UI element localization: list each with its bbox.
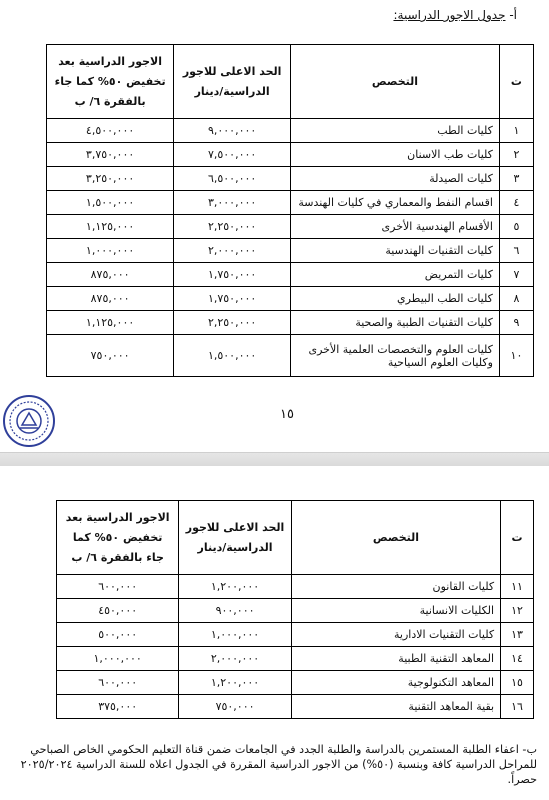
row-max-fee: ٩,٠٠٠,٠٠٠	[174, 119, 291, 143]
row-discounted-fee: ٣٧٥,٠٠٠	[57, 695, 179, 719]
row-max-fee: ٢,٠٠٠,٠٠٠	[174, 239, 291, 263]
table-row	[47, 191, 534, 215]
table-row	[47, 119, 534, 143]
row-specialization: كليات التقنيات الهندسية	[291, 239, 500, 263]
row-specialization: كليات الطب	[291, 119, 500, 143]
row-specialization: بقية المعاهد التقنية	[291, 695, 500, 719]
row-discounted-fee: ١,٠٠٠,٠٠٠	[57, 647, 179, 671]
row-discounted-fee: ٣,٧٥٠,٠٠٠	[47, 143, 174, 167]
row-number: ٥	[499, 215, 533, 239]
table-row	[57, 647, 534, 671]
row-max-fee: ١,٠٠٠,٠٠٠	[179, 623, 291, 647]
row-number: ١٢	[501, 599, 534, 623]
row-max-fee: ١,٢٠٠,٠٠٠	[179, 671, 291, 695]
table-row	[57, 599, 534, 623]
row-discounted-fee: ٤٥٠,٠٠٠	[57, 599, 179, 623]
row-number: ٩	[499, 311, 533, 335]
row-max-fee: ٩٠٠,٠٠٠	[179, 599, 291, 623]
exemption-paragraph	[7, 742, 537, 787]
row-specialization: كليات الصيدلة	[291, 167, 500, 191]
col-max: الحد الاعلى للاجور الدراسية/دينار	[179, 501, 291, 575]
row-number: ١٦	[501, 695, 534, 719]
fees-table-2	[56, 500, 534, 719]
row-number: ٧	[499, 263, 533, 287]
row-discounted-fee: ٤,٥٠٠,٠٠٠	[47, 119, 174, 143]
university-seal-icon	[2, 394, 56, 448]
row-max-fee: ١,٢٠٠,٠٠٠	[179, 575, 291, 599]
row-number: ١١	[501, 575, 534, 599]
row-max-fee: ١,٧٥٠,٠٠٠	[174, 287, 291, 311]
row-discounted-fee: ٧٥٠,٠٠٠	[47, 335, 174, 377]
col-num: ت	[499, 45, 533, 119]
table-row	[47, 215, 534, 239]
col-spec: التخصص	[291, 501, 500, 575]
paragraph-prefix: ب-	[522, 743, 537, 756]
row-number: ١	[499, 119, 533, 143]
row-max-fee: ٢,٠٠٠,٠٠٠	[179, 647, 291, 671]
row-specialization: كليات التقنيات الادارية	[291, 623, 500, 647]
row-specialization: المعاهد التقنية الطبية	[291, 647, 500, 671]
table-row	[47, 239, 534, 263]
row-discounted-fee: ٨٧٥,٠٠٠	[47, 263, 174, 287]
row-specialization: كليات طب الاسنان	[291, 143, 500, 167]
row-max-fee: ٢,٢٥٠,٠٠٠	[174, 215, 291, 239]
row-number: ١٣	[501, 623, 534, 647]
row-max-fee: ١,٥٠٠,٠٠٠	[174, 335, 291, 377]
row-specialization: كليات التمريض	[291, 263, 500, 287]
col-disc: الاجور الدراسية بعد تخفيض ٥٠% كما جاء بالفقرة ٦/ ب	[57, 501, 179, 575]
row-discounted-fee: ٦٠٠,٠٠٠	[57, 671, 179, 695]
paragraph-text: اعفاء الطلبة المستمرين بالدراسة والطلبة الجدد في الجامعات ضمن قناة التعليم الحكومي الخاص الصباحي للمراحل الدراسية كافة وبنسبة (٥٠%) من الاجور الدراسية المقررة في الجدول اعلاه للسنة الدراسية ٢٠٢٥/٢٠٢٤ حصراً.	[20, 743, 537, 786]
col-max: الحد الاعلى للاجور الدراسية/دينار	[174, 45, 291, 119]
heading-title: جدول الاجور الدراسية:	[393, 8, 506, 22]
fees-table-1	[46, 44, 534, 377]
row-discounted-fee: ١,٥٠٠,٠٠٠	[47, 191, 174, 215]
page-number: ١٥	[280, 407, 294, 422]
row-discounted-fee: ٨٧٥,٠٠٠	[47, 287, 174, 311]
row-specialization: الكليات الانسانية	[291, 599, 500, 623]
table-row	[57, 623, 534, 647]
table-row	[47, 311, 534, 335]
table-row	[47, 335, 534, 377]
row-max-fee: ٦,٥٠٠,٠٠٠	[174, 167, 291, 191]
row-number: ٦	[499, 239, 533, 263]
row-specialization: كليات القانون	[291, 575, 500, 599]
table-row	[57, 695, 534, 719]
table-row	[57, 575, 534, 599]
row-number: ١٠	[499, 335, 533, 377]
table-row	[57, 671, 534, 695]
row-max-fee: ٣,٠٠٠,٠٠٠	[174, 191, 291, 215]
table-row	[47, 287, 534, 311]
row-specialization: كليات الطب البيطري	[291, 287, 500, 311]
row-number: ٤	[499, 191, 533, 215]
table-row	[47, 263, 534, 287]
row-max-fee: ٢,٢٥٠,٠٠٠	[174, 311, 291, 335]
row-specialization: كليات التقنيات الطبية والصحية	[291, 311, 500, 335]
row-discounted-fee: ٥٠٠,٠٠٠	[57, 623, 179, 647]
row-number: ١٥	[501, 671, 534, 695]
row-discounted-fee: ٦٠٠,٠٠٠	[57, 575, 179, 599]
row-discounted-fee: ١,٠٠٠,٠٠٠	[47, 239, 174, 263]
row-discounted-fee: ٣,٢٥٠,٠٠٠	[47, 167, 174, 191]
table-row	[47, 143, 534, 167]
section-heading	[393, 8, 517, 22]
row-specialization: المعاهد التكنولوجية	[291, 671, 500, 695]
row-discounted-fee: ١,١٢٥,٠٠٠	[47, 215, 174, 239]
row-specialization: الأقسام الهندسية الأخرى	[291, 215, 500, 239]
row-max-fee: ٧,٥٠٠,٠٠٠	[174, 143, 291, 167]
row-specialization: كليات العلوم والتخصصات العلمية الأخرى وكليات العلوم السياحية	[291, 335, 500, 377]
row-specialization: اقسام النفط والمعماري في كليات الهندسة	[291, 191, 500, 215]
row-number: ٨	[499, 287, 533, 311]
row-max-fee: ٧٥٠,٠٠٠	[179, 695, 291, 719]
col-num: ت	[501, 501, 534, 575]
col-disc: الاجور الدراسية بعد تخفيض ٥٠% كما جاء بالفقرة ٦/ ب	[47, 45, 174, 119]
row-number: ٣	[499, 167, 533, 191]
row-max-fee: ١,٧٥٠,٠٠٠	[174, 263, 291, 287]
row-number: ١٤	[501, 647, 534, 671]
heading-prefix: أ-	[509, 8, 517, 22]
table-row	[47, 167, 534, 191]
row-discounted-fee: ١,١٢٥,٠٠٠	[47, 311, 174, 335]
row-number: ٢	[499, 143, 533, 167]
col-spec: التخصص	[291, 45, 500, 119]
